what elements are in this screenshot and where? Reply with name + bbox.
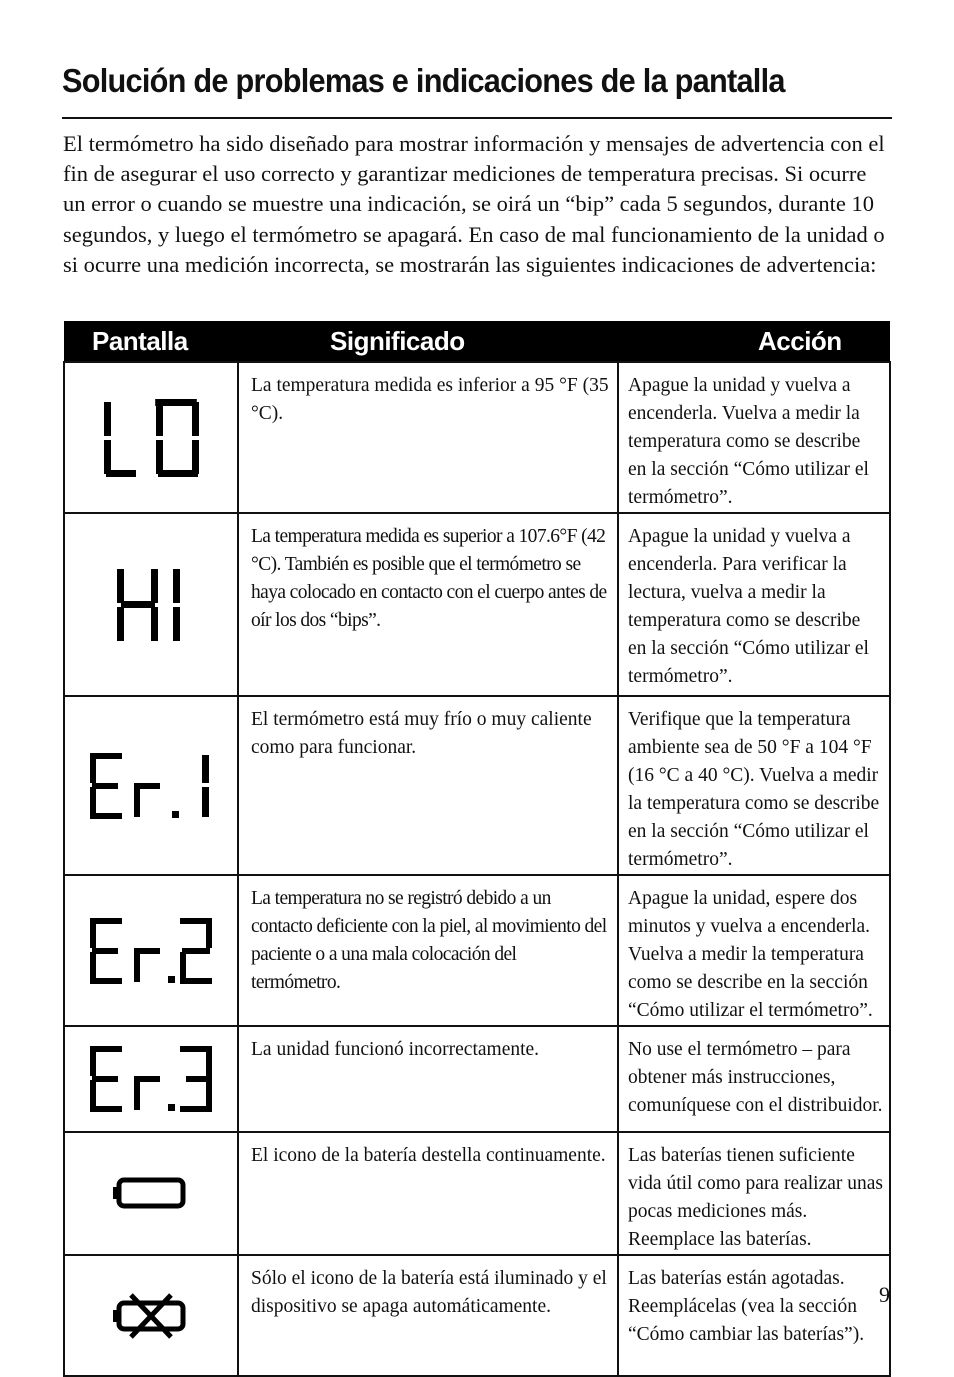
table-row [64,1132,890,1255]
action-cell: No use el termómetro – para obtener más instrucciones, comuníquese con el distribuidor. [618,1026,890,1132]
table-row [64,875,890,1026]
action-cell: Verifique que la temperatura ambiente sea de 50 °F a 104 °F (16 °C a 40 °C). Vuelva a medir la temperatura como se describe en la sección “Cómo utilizar el termómetro”. [618,696,890,875]
display-cell [64,362,238,513]
display-cell [64,696,238,875]
table-row [64,696,890,875]
lcd-hi-icon [111,565,191,645]
lcd-lo-icon [96,398,206,478]
meaning-cell: La temperatura no se registró debido a un contacto deficiente con la piel, al movimiento del paciente o a una mala colocación del termómetro. [238,875,618,1026]
display-cell [64,1132,238,1255]
display-cell [64,1026,238,1132]
meaning-cell: La temperatura medida es inferior a 95 °F (35 °C). [238,362,618,513]
display-cell [64,875,238,1026]
lcd-er2-icon [86,916,216,986]
table-row [64,362,890,513]
page-title: Solución de problemas e indicaciones de la pantalla [62,62,785,99]
troubleshooting-table [63,321,891,1377]
title-rule [62,117,892,119]
table-header-row [64,321,890,362]
meaning-cell: El termómetro está muy frío o muy caliente como para funcionar. [238,696,618,875]
meaning-cell: El icono de la batería destella continuamente. [238,1132,618,1255]
battery-crossed-icon [111,1291,191,1341]
action-cell: Apague la unidad y vuelva a encenderla. Para verificar la lectura, vuelva a medir la temperatura como se describe en la sección “Cómo utilizar el termómetro”. [618,513,890,696]
display-cell [64,513,238,696]
header-significado: Significado [238,321,618,362]
action-cell: Apague la unidad, espere dos minutos y vuelva a encenderla. Vuelva a medir la temperatura como se describe en la sección “Cómo utilizar el termómetro”. [618,875,890,1026]
header-accion: Acción [618,321,890,362]
action-cell: Las baterías tienen suficiente vida útil como para realizar unas pocas mediciones más. Reemplace las baterías. [618,1132,890,1255]
lcd-er1-icon [86,751,216,821]
header-pantalla: Pantalla [64,321,238,362]
table-row [64,1026,890,1132]
action-cell: Las baterías están agotadas. Reemplácelas (vea la sección “Cómo cambiar las baterías”). [618,1255,890,1376]
intro-paragraph: El termómetro ha sido diseñado para mostrar información y mensajes de advertencia con el fin de asegurar el uso correcto y garantizar mediciones de temperatura precisas. Si ocurre un error o cuando se muestre una indicación, se oirá un “bip” cada 5 segundos, durante 10 segundos, y luego el termómetro se apagará. En caso de mal funcionamiento de la unidad o si ocurre una medición incorrecta, se mostrarán las siguientes indicaciones de advertencia: [63,131,885,277]
action-cell: Apague la unidad y vuelva a encenderla. Vuelva a medir la temperatura como se describe en la sección “Cómo utilizar el termómetro”. [618,362,890,513]
meaning-cell: La unidad funcionó incorrectamente. [238,1026,618,1132]
page-number: 9 [879,1282,890,1307]
table-row [64,513,890,696]
meaning-cell: La temperatura medida es superior a 107.6°F (42 °C). También es posible que el termómetro se haya colocado en contacto con el cuerpo antes de oír los dos “bips”. [238,513,618,696]
meaning-cell: Sólo el icono de la batería está iluminado y el dispositivo se apaga automáticamente. [238,1255,618,1376]
table-row [64,1255,890,1376]
lcd-er3-icon [86,1044,216,1114]
display-cell [64,1255,238,1376]
battery-icon [111,1174,191,1214]
